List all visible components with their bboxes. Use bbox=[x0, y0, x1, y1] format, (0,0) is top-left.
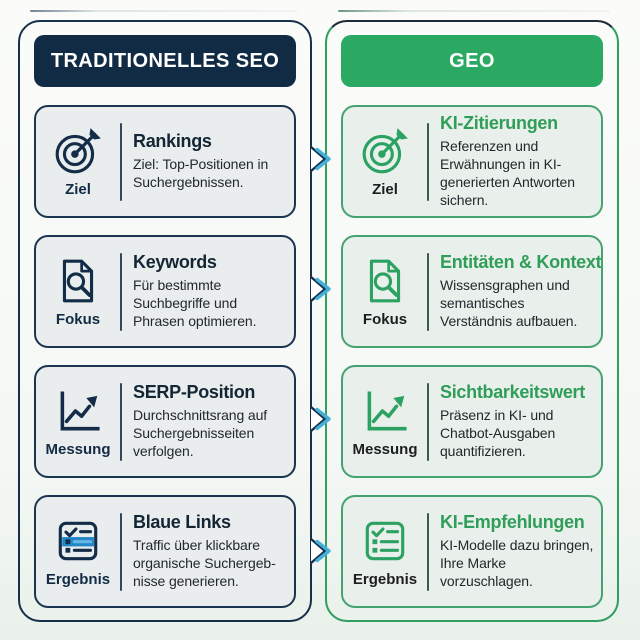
flow-arrow-icon bbox=[301, 403, 335, 435]
line-chart-icon bbox=[360, 386, 410, 436]
card-label: Ziel bbox=[65, 180, 91, 198]
card-ki-zitierungen bbox=[341, 105, 603, 218]
card-label: Fokus bbox=[55, 310, 101, 328]
card-label: Fokus bbox=[362, 310, 408, 328]
card-keywords bbox=[34, 235, 296, 348]
flow-arrow-icon bbox=[301, 143, 335, 175]
panel-traditional-seo bbox=[18, 20, 312, 622]
icon-column bbox=[343, 386, 427, 458]
flow-arrow-icon bbox=[301, 535, 335, 567]
document-search-icon bbox=[53, 256, 103, 306]
card-label: Ziel bbox=[372, 180, 398, 198]
target-icon bbox=[53, 126, 103, 176]
text-column bbox=[429, 512, 601, 591]
card-body: Für bestimmte Suchbegriffe und Phrasen optimieren. bbox=[133, 277, 257, 329]
card-body: Durchschnittsrang auf Suchergebnisseiten verfolgen. bbox=[133, 407, 268, 459]
card-ki-empfehlungen bbox=[341, 495, 603, 608]
icon-column bbox=[343, 256, 427, 328]
icon-column bbox=[343, 126, 427, 198]
text-column bbox=[122, 131, 294, 192]
text-column bbox=[429, 382, 601, 461]
card-title: Rankings bbox=[133, 131, 212, 152]
card-title: KI-Empfehlungen bbox=[440, 512, 585, 533]
text-column bbox=[122, 512, 294, 591]
text-column bbox=[122, 252, 294, 331]
flow-arrow-icon bbox=[301, 273, 335, 305]
icon-column bbox=[343, 516, 427, 588]
icon-column bbox=[36, 126, 120, 198]
card-body: Wissensgraphen und semantisches Verständnis aufbauen. bbox=[440, 277, 578, 329]
card-body: Referenzen und Erwähnungen in KI-generierten Antworten sichern. bbox=[440, 138, 575, 208]
text-column bbox=[429, 252, 601, 331]
card-label: Messung bbox=[352, 440, 418, 458]
icon-column bbox=[36, 256, 120, 328]
card-entitaeten-kontext bbox=[341, 235, 603, 348]
card-body: Traffic über klickbare organische Suchergebnisse generieren. bbox=[133, 537, 276, 589]
top-artifact-line-left bbox=[30, 10, 298, 12]
traditional-seo-header: TRADITIONELLES SEO bbox=[34, 35, 296, 87]
card-label: Messung bbox=[45, 440, 111, 458]
card-title: SERP-Position bbox=[133, 382, 256, 403]
card-body: Ziel: Top-Positionen in Suchergebnissen. bbox=[133, 156, 269, 190]
card-body: KI-Modelle dazu bringen, Ihre Marke vorzuschlagen. bbox=[440, 537, 594, 589]
document-search-icon bbox=[360, 256, 410, 306]
card-blue-links bbox=[34, 495, 296, 608]
icon-column bbox=[36, 516, 120, 588]
panel-geo bbox=[325, 20, 619, 622]
card-label: Ergebnis bbox=[45, 570, 111, 588]
card-sichtbarkeitswert bbox=[341, 365, 603, 478]
text-column bbox=[122, 382, 294, 461]
card-title: Entitäten & Kontext bbox=[440, 252, 602, 273]
card-body: Präsenz in KI- und Chatbot-Ausgaben quantifizieren. bbox=[440, 407, 556, 459]
card-title: Sichtbarkeitswert bbox=[440, 382, 585, 403]
checklist-icon bbox=[53, 516, 103, 566]
checklist-icon bbox=[360, 516, 410, 566]
card-title: Keywords bbox=[133, 252, 217, 273]
text-column bbox=[429, 113, 601, 210]
target-icon bbox=[360, 126, 410, 176]
line-chart-icon bbox=[53, 386, 103, 436]
card-title: Blaue Links bbox=[133, 512, 231, 533]
card-rankings bbox=[34, 105, 296, 218]
icon-column bbox=[36, 386, 120, 458]
geo-header: GEO bbox=[341, 35, 603, 87]
card-serp-position bbox=[34, 365, 296, 478]
card-title: KI-Zitierungen bbox=[440, 113, 558, 134]
top-artifact-line-right bbox=[338, 10, 610, 12]
card-label: Ergebnis bbox=[352, 570, 418, 588]
